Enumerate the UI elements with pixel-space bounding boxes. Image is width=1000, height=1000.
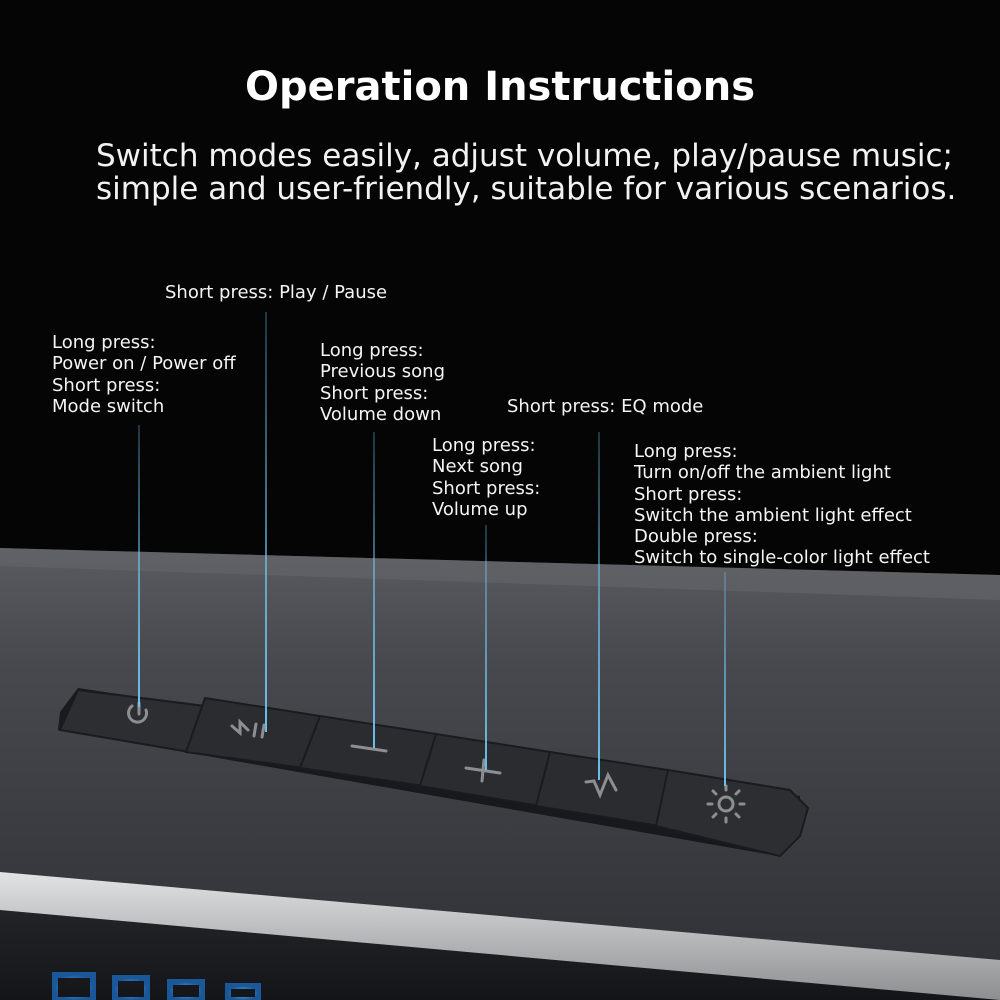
subtitle-line: simple and user-friendly, suitable for various scenarios. [96,171,957,207]
callout-line: Turn on/off the ambient light [634,462,891,484]
callout-line: Next song [432,456,523,478]
callout-line: Short press: [52,374,161,396]
callout-line: Double press: [634,526,758,548]
callout-line: Previous song [320,361,446,383]
power-callout [52,332,236,417]
callout-line: Short press: [432,477,541,499]
light-callout [634,441,930,569]
callout-line: Long press: [52,332,156,353]
callout-line: Switch to single-color light effect [634,547,930,569]
play-pause-callout-line [265,312,267,732]
subtitle [96,140,976,206]
eq-callout-line [598,432,600,780]
callout-line: Short press: Play / Pause [165,282,388,303]
subtitle-line: Switch modes easily, adjust volume, play/pause music; [96,138,953,174]
callout-line: Short press: EQ mode [507,396,704,417]
callout-line: Short press: [634,483,743,505]
callout-line: Long press: [432,435,536,456]
volume-down-callout [320,340,445,425]
plus-callout-line [485,525,487,770]
callout-line: Short press: [320,382,429,404]
minus-callout-line [373,432,375,748]
callout-line: Volume down [320,403,442,425]
play-pause-callout [165,282,387,303]
callout-line: Volume up [432,498,528,520]
callout-line: Switch the ambient light effect [634,504,912,526]
page-title: Operation Instructions [245,64,755,110]
volume-up-callout [432,435,540,520]
callout-line: Long press: [634,441,738,462]
callout-line: Power on / Power off [52,353,236,375]
callout-line: Long press: [320,340,424,361]
power-callout-line [138,425,140,707]
callout-line: Mode switch [52,395,165,417]
eq-callout [507,396,703,417]
light-callout-line [724,572,726,786]
